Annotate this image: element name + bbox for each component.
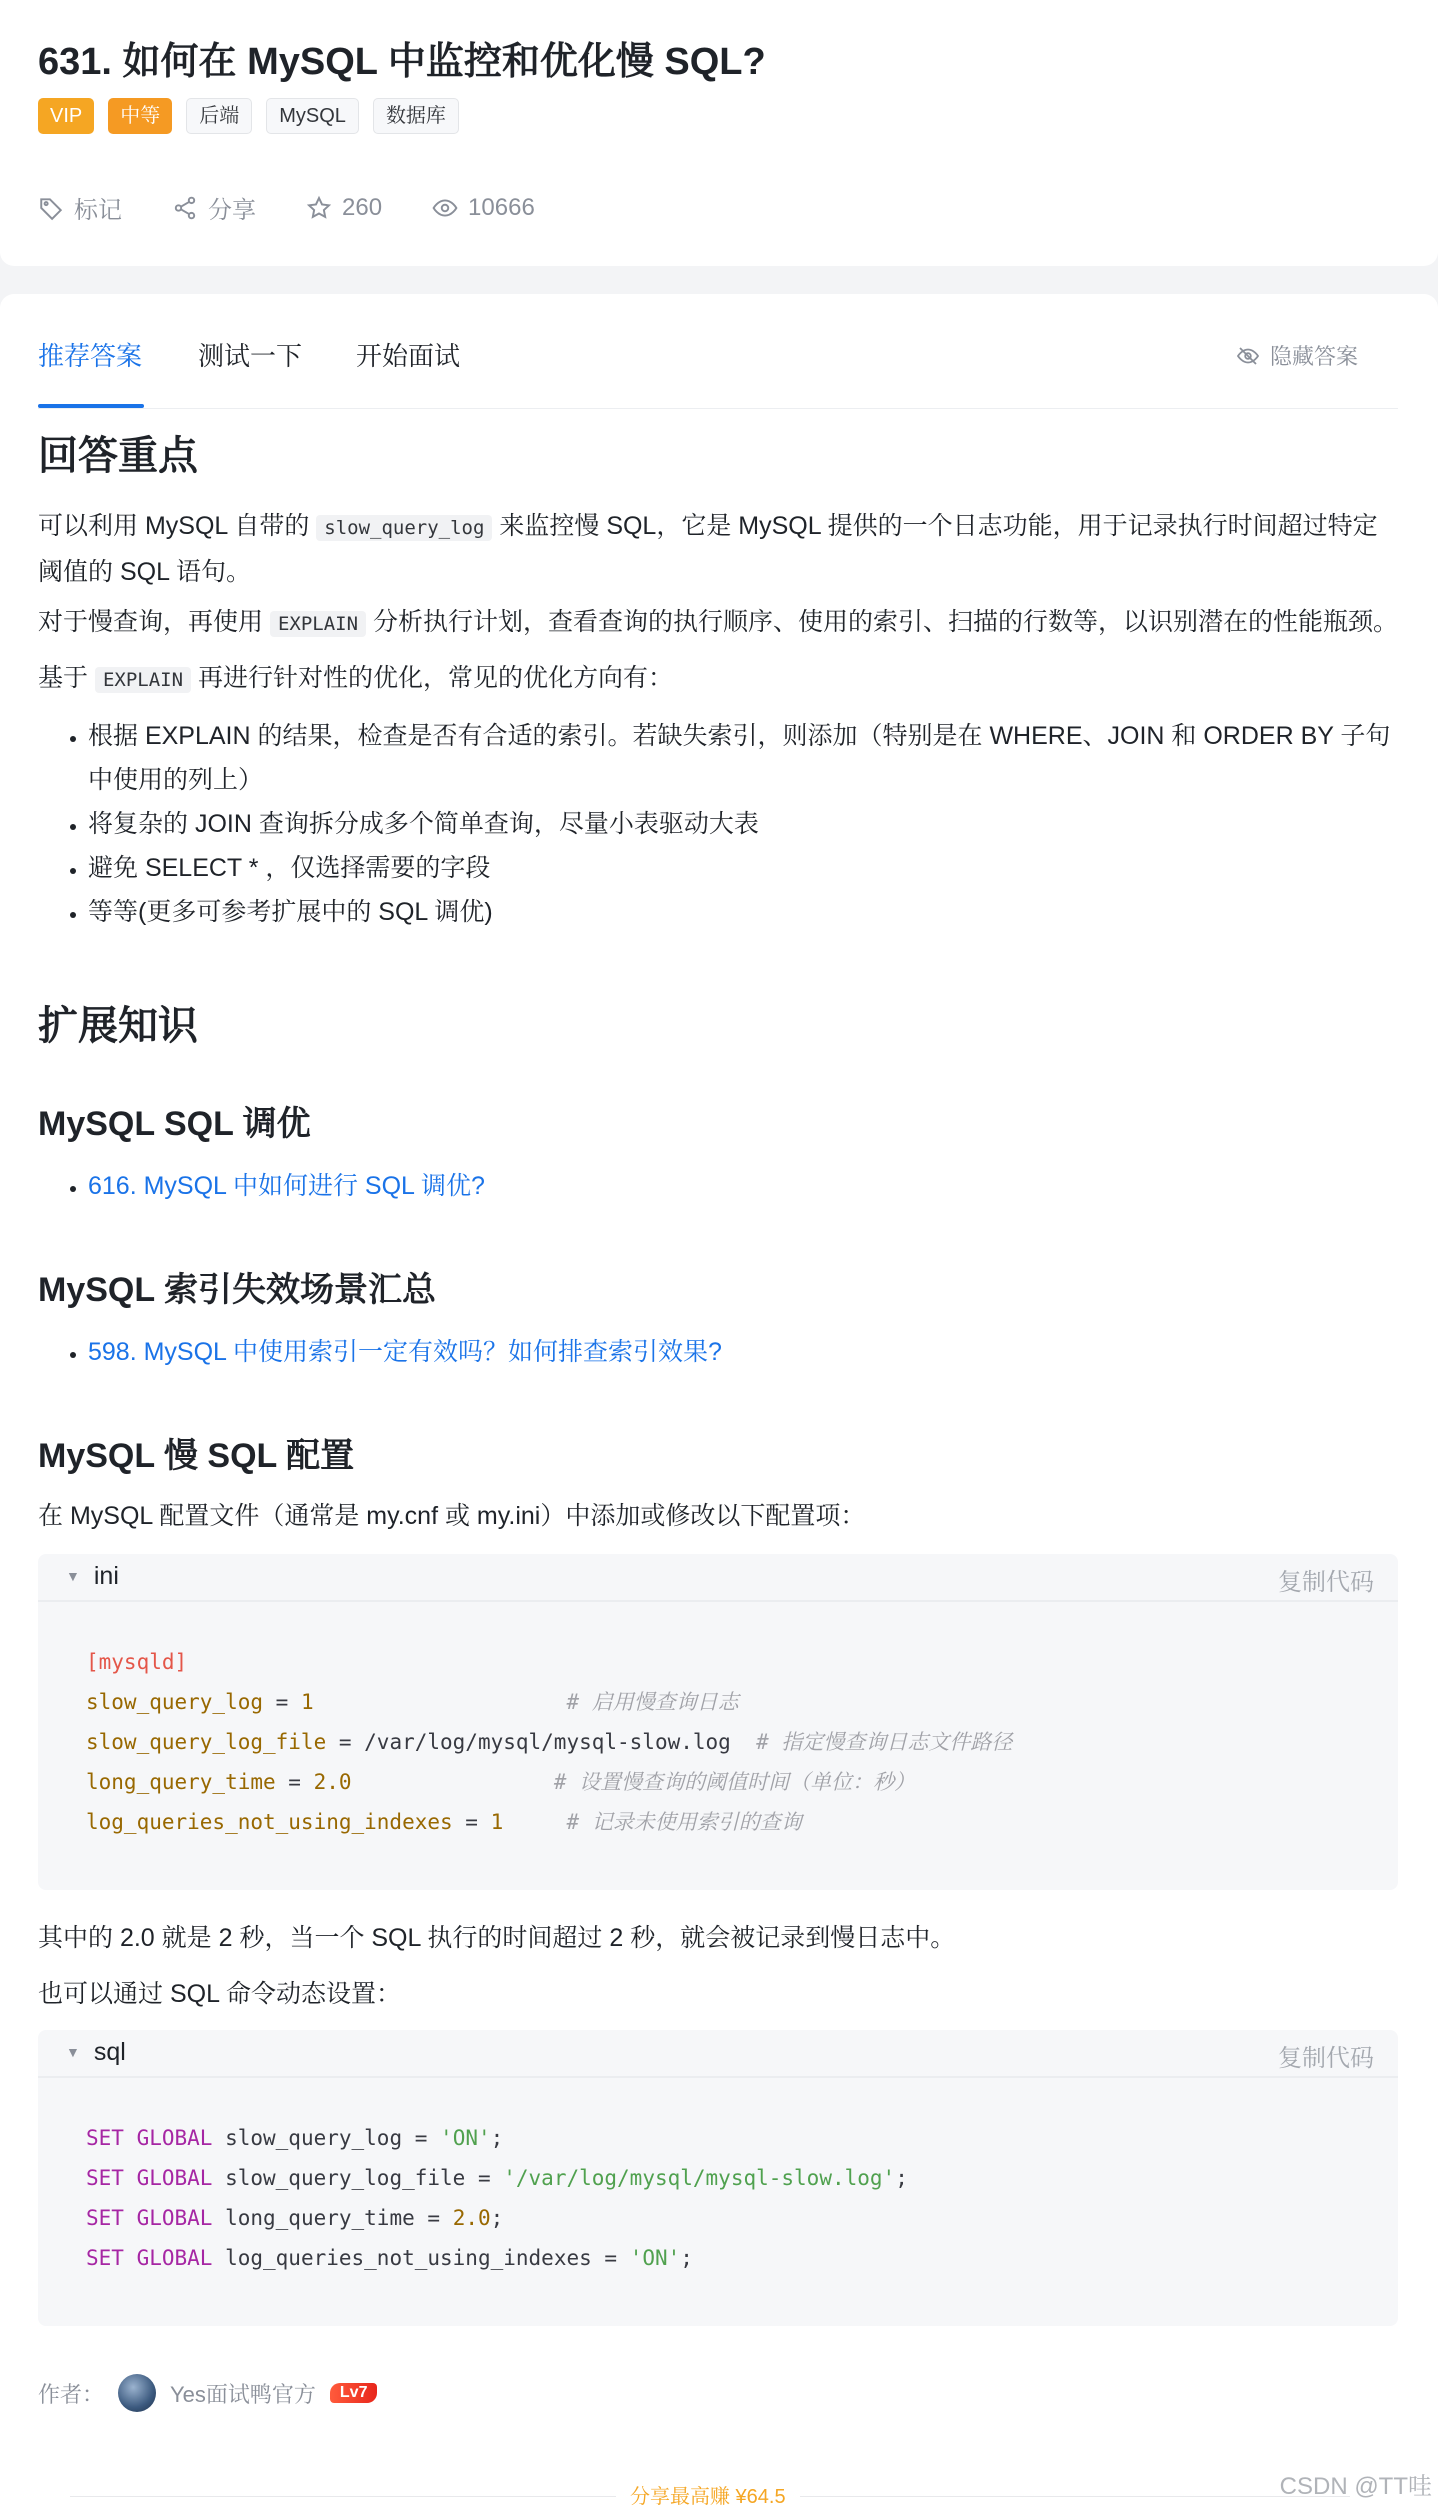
inline-code: EXPLAIN [270,611,366,637]
copy-code-button[interactable]: 复制代码 [1278,2045,1374,2072]
tuning-link-list [38,1164,1398,1208]
view-count [432,194,535,222]
star-icon [306,195,332,221]
tuning-heading: MySQL SQL 调优 [38,1105,311,1143]
index-link-list [38,1330,1398,1374]
extended-heading: 扩展知识 [38,1004,198,1048]
hide-answer-button[interactable] [1236,340,1358,371]
question-header [0,0,1438,266]
tag-difficulty: 中等 [108,98,172,134]
list-item [88,1164,1398,1208]
slow-config-intro: 在 MySQL 配置文件（通常是 my.cnf 或 my.ini）中添加或修改以下配置项： [38,1502,866,1530]
tuning-link[interactable]: 616. MySQL 中如何进行 SQL 调优? [88,1172,485,1200]
code-lang-label: sql [93,2038,126,2066]
tag-database[interactable]: 数据库 [373,98,459,134]
index-link[interactable]: 598. MySQL 中使用索引一定有效吗？如何排查索引效果? [88,1338,722,1366]
view-count-value: 10666 [468,193,535,221]
question-title: 631. 如何在 MySQL 中监控和优化慢 SQL? [38,41,766,83]
author-label: 作者： [38,2381,105,2407]
optimization-list [38,714,1398,934]
inline-code: slow_query_log [316,515,492,541]
code-header [38,1554,1398,1602]
paragraph-slow-query-log: 可以利用 MySQL 自带的 slow_query_log 来监控慢 SQL，它是 MySQL 提供的一个日志功能，用于记录执行时间超过特定阈值的 SQL 语句。 [38,512,1378,586]
share-earn-link[interactable]: 分享最高赚 ¥64.5 [616,2480,800,2509]
star-count: 260 [342,193,383,221]
author-row [38,2374,377,2412]
question-actions [38,190,535,225]
slow-config-heading: MySQL 慢 SQL 配置 [38,1437,355,1475]
code-collapse-toggle[interactable] [66,2038,126,2067]
key-points-heading: 回答重点 [38,434,198,478]
tag-vip: VIP [38,98,94,134]
paragraph-optimize: 基于 EXPLAIN 再进行针对性的优化，常见的优化方向有： [38,664,673,692]
code-header [38,2030,1398,2078]
level-badge: Lv7 [330,2383,378,2403]
dynamic-intro: 也可以通过 SQL 命令动态设置： [38,1980,401,2008]
code-lang-label: ini [93,1562,119,1590]
tag-list [38,98,459,134]
tag-backend[interactable]: 后端 [186,98,252,134]
mark-button[interactable] [38,190,122,225]
code-body: SET GLOBAL slow_query_log = 'ON'; SET GLOBAL slow_query_log_file = '/var/log/mysql/mysql-slow.log'; SET GLOBAL long_query_time = 2.0; SET GLOBAL log_queries_not_using_indexes = 'ON'; [86,2126,908,2270]
list-item: • 将复杂的 JOIN 查询拆分成多个简单查询，尽量小表驱动大表 [88,802,1398,846]
hide-answer-label: 隐藏答案 [1269,344,1358,369]
ini-code-block [38,1554,1398,1890]
tab-recommended-answer[interactable]: 推荐答案 [38,341,143,371]
list-item: • 等等(更多可参考扩展中的 SQL 调优) [88,890,1398,934]
code-collapse-toggle[interactable] [66,1562,119,1591]
after-ini-paragraph: 其中的 2.0 就是 2 秒，当一个 SQL 执行的时间超过 2 秒，就会被记录到慢日志中。 [38,1924,956,1952]
answer-card [0,294,1438,2509]
share-button[interactable] [172,190,256,225]
eye-icon [432,195,458,221]
tag-icon [38,195,64,221]
share-icon [172,195,198,221]
list-item [88,1330,1398,1374]
triangle-down-icon: ▼ [66,1568,80,1584]
mark-label: 标记 [74,197,122,224]
eye-off-icon [1236,344,1260,368]
share-label: 分享 [208,197,256,224]
index-heading: MySQL 索引失效场景汇总 [38,1271,436,1309]
copy-code-button[interactable]: 复制代码 [1278,1569,1374,1596]
author-name[interactable]: Yes面试鸭官方 [170,2381,316,2407]
active-tab-indicator [38,404,144,408]
tab-interview[interactable]: 开始面试 [356,341,461,371]
avatar[interactable] [118,2374,156,2412]
star-button[interactable] [306,194,382,222]
watermark: CSDN @TT哇 [1279,2473,1432,2500]
paragraph-explain: 对于慢查询，再使用 EXPLAIN 分析执行计划，查看查询的执行顺序、使用的索引、扫描的行数等，以识别潜在的性能瓶颈。 [38,608,1398,636]
sql-code-block [38,2030,1398,2326]
tag-mysql[interactable]: MySQL [266,98,359,134]
triangle-down-icon: ▼ [66,2044,80,2060]
list-item: • 避免 SELECT * ，仅选择需要的字段 [88,846,1398,890]
list-item: • 根据 EXPLAIN 的结果，检查是否有合适的索引。若缺失索引，则添加（特别是在 WHERE、JOIN 和 ORDER BY 子句中使用的列上） [88,714,1398,802]
inline-code: EXPLAIN [95,667,191,693]
code-body: [mysqld] slow_query_log = 1 # 启用慢查询日志 slow_query_log_file = /var/log/mysql/mysql-slow.log # 指定慢查询日志文件路径 long_query_time = 2.0 # 设置慢查询的阈值时间（单位：秒） log_queries_not_using_indexes = 1 # 记录未使用索引的查询 [86,1650,1013,1834]
answer-tabs [38,324,1398,409]
tab-test[interactable]: 测试一下 [198,341,303,371]
